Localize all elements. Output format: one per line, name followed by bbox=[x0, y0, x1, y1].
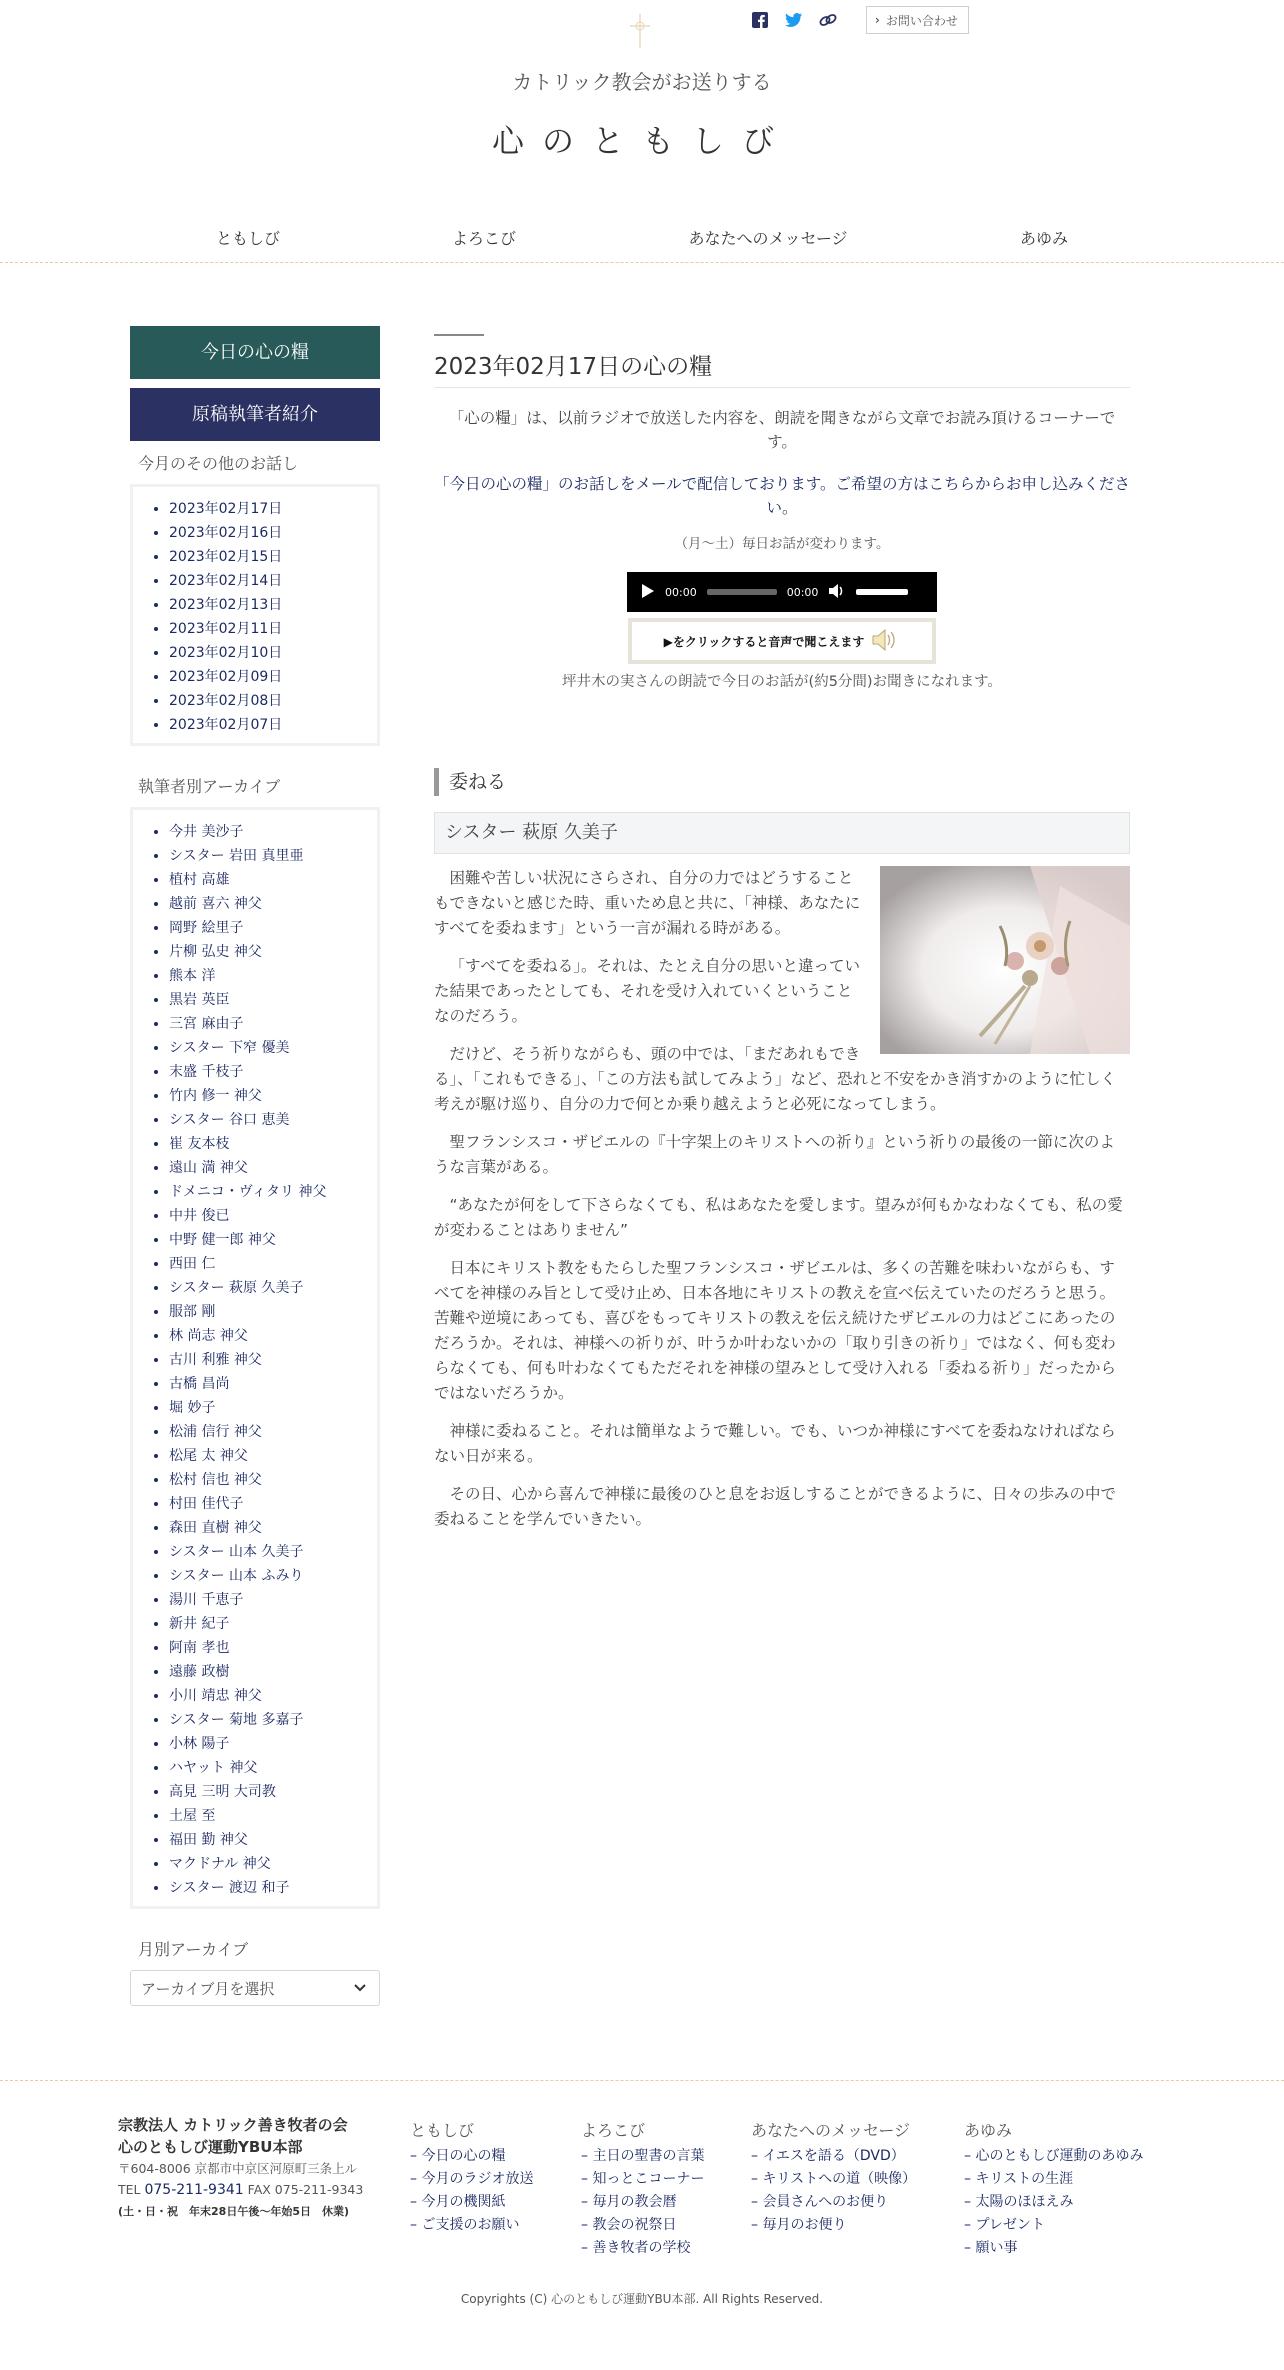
author-list-item-link[interactable]: 中野 健一郎 神父 bbox=[169, 1232, 276, 1248]
author-list-item-link[interactable]: 熊本 洋 bbox=[169, 968, 216, 984]
author-list-item-link[interactable]: 古橋 昌尚 bbox=[169, 1376, 230, 1392]
play-icon[interactable] bbox=[641, 583, 655, 602]
date-list-item[interactable] bbox=[169, 713, 377, 737]
date-list-item[interactable] bbox=[169, 497, 377, 521]
author-list-item[interactable] bbox=[169, 1180, 377, 1204]
date-list-item[interactable] bbox=[169, 521, 377, 545]
body-paragraph: 神様に委ねること。それは簡単なようで難しい。でも、いつか神様にすべてを委ねなければならない日が来る。 bbox=[434, 1422, 1116, 1465]
author-list-item[interactable] bbox=[169, 1060, 377, 1084]
author-list-item-link[interactable]: 小川 靖忠 神父 bbox=[169, 1688, 262, 1704]
author-list-item-link[interactable]: 阿南 孝也 bbox=[169, 1640, 230, 1656]
footer-col-ayumi bbox=[964, 2118, 1143, 2260]
main-content bbox=[434, 326, 1130, 1545]
footer-link[interactable]: – 今月の機関紙 bbox=[410, 2194, 506, 2210]
footer-link[interactable]: – 太陽のほほえみ bbox=[964, 2194, 1074, 2210]
author-list-item[interactable] bbox=[169, 1348, 377, 1372]
footer-link[interactable]: – 毎月のお便り bbox=[751, 2217, 847, 2233]
author-list-item[interactable] bbox=[169, 1660, 377, 1684]
org-name-line2: 心のともしび運動YBU本部 bbox=[118, 2138, 303, 2156]
author-list-item[interactable] bbox=[169, 1012, 377, 1036]
sidebar bbox=[130, 326, 380, 2006]
holiday-note: (土・日・祝 年末28日午後〜年始5日 休業) bbox=[118, 2205, 350, 2218]
author-list-item-link[interactable]: マクドナル 神父 bbox=[169, 1856, 271, 1872]
header-utility-bar bbox=[750, 6, 969, 34]
writers-intro-button[interactable]: 原稿執筆者紹介 bbox=[130, 388, 380, 441]
contact-button[interactable] bbox=[866, 6, 969, 34]
author-list-item-link[interactable]: 堀 妙子 bbox=[169, 1400, 216, 1416]
date-list-item-link[interactable]: 2023年02月09日 bbox=[169, 669, 283, 685]
footer-link[interactable]: – 今日の心の糧 bbox=[410, 2148, 506, 2164]
author-list-item-link[interactable]: 片柳 弘史 神父 bbox=[169, 944, 262, 960]
footer-col-heading: あなたへのメッセージ bbox=[751, 2121, 911, 2140]
author-list-item-link[interactable]: 林 尚志 神父 bbox=[169, 1328, 248, 1344]
author-list-item-link[interactable]: 土屋 至 bbox=[169, 1808, 216, 1824]
author-list-item[interactable] bbox=[169, 1828, 377, 1852]
other-stories-heading: 今月のその他のお話し bbox=[138, 454, 299, 473]
reader-note: 坪井木の実さんの朗読で今日のお話が(約5分間)お聞きになれます。 bbox=[562, 674, 1002, 690]
date-list-box bbox=[130, 484, 380, 746]
date-list-item[interactable] bbox=[169, 689, 377, 713]
speaker-icon bbox=[870, 628, 900, 655]
author-list-item[interactable] bbox=[169, 1276, 377, 1300]
listen-audio-button[interactable] bbox=[628, 618, 936, 664]
contact-label: お問い合わせ bbox=[885, 13, 958, 28]
author-list-item-link[interactable]: 森田 直樹 神父 bbox=[169, 1520, 262, 1536]
date-list-item-link[interactable]: 2023年02月14日 bbox=[169, 573, 283, 589]
author-list-item-link[interactable]: 黒岩 英臣 bbox=[169, 992, 230, 1008]
footer-link[interactable]: – イエスを語る（DVD） bbox=[751, 2148, 905, 2164]
date-list-item-link[interactable]: 2023年02月10日 bbox=[169, 645, 283, 661]
date-list-item-link[interactable]: 2023年02月11日 bbox=[169, 621, 283, 637]
site-subtitle: カトリック教会がお送りする bbox=[512, 70, 772, 94]
volume-slider[interactable] bbox=[856, 589, 908, 595]
author-list-item[interactable] bbox=[169, 1420, 377, 1444]
copyright: Copyrights (C) 心のともしび運動YBU本部. All Rights Reserved. bbox=[460, 2292, 824, 2306]
author-list-item[interactable] bbox=[169, 1780, 377, 1804]
org-name-line1: 宗教法人 カトリック善き牧者の会 bbox=[118, 2116, 348, 2134]
author-list-item-link[interactable]: 遠藤 政樹 bbox=[169, 1664, 230, 1680]
author-list-item[interactable] bbox=[169, 964, 377, 988]
footer-link[interactable]: – プレゼント bbox=[964, 2217, 1045, 2233]
author-list-item[interactable] bbox=[169, 1876, 377, 1900]
author-list-item[interactable] bbox=[169, 940, 377, 964]
author-list-item-link[interactable]: ハヤット 神父 bbox=[169, 1760, 258, 1776]
authors-archive-heading: 執筆者別アーカイブ bbox=[138, 777, 281, 796]
footer-col-heading: よろこび bbox=[581, 2121, 646, 2140]
footer-col-yorokobi bbox=[581, 2118, 704, 2260]
author-list-item[interactable] bbox=[169, 1156, 377, 1180]
fax-number: FAX 075-211-9343 bbox=[247, 2182, 364, 2197]
author-list-item[interactable] bbox=[169, 844, 377, 868]
body-paragraph: 「すべてを委ねる」。それは、たとえ自分の思いと違っていた結果であったとしても、それを受け入れていくということなのだろう。 bbox=[434, 957, 860, 1025]
author-list-box bbox=[130, 807, 380, 1909]
author-list-item-link[interactable]: 服部 剛 bbox=[169, 1304, 216, 1320]
author-list-item[interactable] bbox=[169, 1252, 377, 1276]
nav-item-tomoshibi[interactable]: ともしび bbox=[215, 229, 281, 248]
footer-link[interactable]: – 願い事 bbox=[964, 2240, 1018, 2256]
body-paragraph: 聖フランシスコ・ザビエルの『十字架上のキリストへの祈り』という祈りの最後の一節に次のような言葉がある。 bbox=[434, 1133, 1115, 1176]
date-list bbox=[133, 497, 377, 737]
author-list-item-link[interactable]: 湯川 千恵子 bbox=[169, 1592, 244, 1608]
site-title[interactable]: 心のともしび bbox=[491, 122, 792, 160]
title-accent-line bbox=[434, 334, 484, 336]
chevron-right-icon: › bbox=[875, 13, 880, 27]
nav-item-yorokobi[interactable]: よろこび bbox=[451, 229, 517, 248]
footer-link[interactable]: – 教会の祝祭日 bbox=[581, 2217, 677, 2233]
author-list-item[interactable] bbox=[169, 1324, 377, 1348]
author-list-item-link[interactable]: 越前 喜六 神父 bbox=[169, 896, 262, 912]
date-list-item-link[interactable]: 2023年02月13日 bbox=[169, 597, 283, 613]
footer-col-heading: ともしび bbox=[410, 2121, 475, 2140]
author-list-item-link[interactable]: 小林 陽子 bbox=[169, 1736, 230, 1752]
author-list-item[interactable] bbox=[169, 1684, 377, 1708]
facebook-icon[interactable] bbox=[750, 10, 770, 30]
author-list-item[interactable] bbox=[169, 1804, 377, 1828]
date-list-item[interactable] bbox=[169, 641, 377, 665]
date-list-item[interactable] bbox=[169, 665, 377, 689]
author-list-item-link[interactable]: 竹内 修一 神父 bbox=[169, 1088, 262, 1104]
author-list-item-link[interactable]: 三宮 麻由子 bbox=[169, 1016, 244, 1032]
section-heading: 委ねる bbox=[434, 768, 1130, 796]
author-list-item[interactable] bbox=[169, 1564, 377, 1588]
author-list-item[interactable] bbox=[169, 1852, 377, 1876]
author-list-item-link[interactable]: シスター 渡辺 和子 bbox=[169, 1880, 290, 1896]
monthly-archive-heading: 月別アーカイブ bbox=[138, 1940, 249, 1959]
footer-link[interactable]: – ご支援のお願い bbox=[410, 2217, 520, 2233]
date-list-item-link[interactable]: 2023年02月07日 bbox=[169, 717, 283, 733]
body-paragraph: だけど、そう祈りながらも、頭の中では、「まだあれもできる」、「これもできる」、「この方法も試してみよう」など、恐れと不安をかき消すかのように忙しく考えが駆け巡り、自分の力で何とか乗り越えようと必死になってしまう。 bbox=[434, 1045, 1117, 1113]
date-list-item-link[interactable]: 2023年02月16日 bbox=[169, 525, 283, 541]
author-list-item-link[interactable]: 遠山 満 神父 bbox=[169, 1160, 248, 1176]
footer-link[interactable]: – キリストの生涯 bbox=[964, 2171, 1074, 2187]
link-icon[interactable] bbox=[818, 10, 838, 30]
author-list-item[interactable] bbox=[169, 1300, 377, 1324]
date-list-item[interactable] bbox=[169, 545, 377, 569]
author-list bbox=[133, 820, 377, 1900]
org-address: 〒604-8006 京都市中京区河原町三条上ル bbox=[118, 2161, 358, 2176]
footer-divider bbox=[0, 2080, 1284, 2081]
chevron-down-icon bbox=[353, 1979, 367, 1997]
cross-decoration-icon bbox=[628, 12, 652, 50]
footer-link[interactable]: – 主日の聖書の言葉 bbox=[581, 2148, 705, 2164]
date-list-item-link[interactable]: 2023年02月15日 bbox=[169, 549, 283, 565]
listen-button-label: ▶をクリックすると音声で聞こえます bbox=[663, 634, 865, 649]
tel-label: TEL bbox=[118, 2182, 141, 2197]
footer-link[interactable]: – 知っとこコーナー bbox=[581, 2171, 705, 2187]
author-list-item-link[interactable]: 松尾 太 神父 bbox=[169, 1448, 248, 1464]
month-archive-select[interactable] bbox=[130, 1970, 380, 2006]
author-list-item[interactable] bbox=[169, 1516, 377, 1540]
date-list-item[interactable] bbox=[169, 593, 377, 617]
author-list-item[interactable] bbox=[169, 892, 377, 916]
article-body bbox=[434, 866, 1130, 1532]
author-list-item-link[interactable]: 松浦 信行 神父 bbox=[169, 1424, 262, 1440]
author-list-item[interactable] bbox=[169, 1756, 377, 1780]
nav-item-message[interactable]: あなたへのメッセージ bbox=[688, 229, 848, 248]
author-list-item[interactable] bbox=[169, 1732, 377, 1756]
author-list-item[interactable] bbox=[169, 916, 377, 940]
author-list-item-link[interactable]: 松村 信也 神父 bbox=[169, 1472, 262, 1488]
author-list-item-link[interactable]: 高見 三明 大司教 bbox=[169, 1784, 276, 1800]
month-select-placeholder: アーカイブ月を選択 bbox=[141, 1979, 275, 1998]
footer-link[interactable]: – 善き牧者の学校 bbox=[581, 2240, 691, 2256]
author-list-item[interactable] bbox=[169, 1492, 377, 1516]
footer-link[interactable]: – 毎月の教会暦 bbox=[581, 2194, 677, 2210]
body-paragraph: その日、心から喜んで神様に最後のひと息をお返しすることができるように、日々の歩みの中で委ねることを学んでいきたい。 bbox=[434, 1485, 1117, 1528]
author-list-item-link[interactable]: 古川 利雅 神父 bbox=[169, 1352, 262, 1368]
tel-link[interactable]: 075-211-9341 bbox=[144, 2182, 244, 2198]
nav-item-ayumi[interactable]: あゆみ bbox=[1019, 229, 1069, 248]
author-list-item[interactable] bbox=[169, 1612, 377, 1636]
today-kokoro-button[interactable]: 今日の心の糧 bbox=[130, 326, 380, 379]
bouquet-photo bbox=[880, 866, 1130, 1054]
author-list-item-link[interactable]: 西田 仁 bbox=[169, 1256, 216, 1272]
author-list-item-link[interactable]: シスター 岩田 真里亜 bbox=[169, 848, 304, 864]
volume-icon[interactable] bbox=[828, 583, 846, 602]
date-list-item-link[interactable]: 2023年02月08日 bbox=[169, 693, 283, 709]
footer-col-message bbox=[751, 2118, 916, 2237]
author-list-item-link[interactable]: シスター 谷口 恵美 bbox=[169, 1112, 290, 1128]
author-list-item-link[interactable]: シスター 萩原 久美子 bbox=[169, 1280, 304, 1296]
author-list-item-link[interactable]: 福田 勤 神父 bbox=[169, 1832, 248, 1848]
author-list-item[interactable] bbox=[169, 1588, 377, 1612]
date-list-item[interactable] bbox=[169, 617, 377, 641]
author-list-item[interactable] bbox=[169, 1708, 377, 1732]
author-list-item[interactable] bbox=[169, 1468, 377, 1492]
author-list-item[interactable] bbox=[169, 1108, 377, 1132]
body-paragraph: “あなたが何をして下さらなくても、私はあなたを愛します。望みが何もかなわなくても、私の愛が変わることはありません” bbox=[434, 1196, 1123, 1239]
author-list-item[interactable] bbox=[169, 1204, 377, 1228]
footer-col-tomoshibi bbox=[410, 2118, 533, 2237]
mail-subscribe-link[interactable]: 「今日の心の糧」のお話しをメールで配信しております。ご希望の方はこちらからお申し込みください。 bbox=[434, 475, 1130, 517]
author-list-item-link[interactable]: 中井 俊已 bbox=[169, 1208, 230, 1224]
duration-time: 00:00 bbox=[786, 585, 819, 599]
author-list-item-link[interactable]: 新井 紀子 bbox=[169, 1616, 230, 1632]
footer-col-heading: あゆみ bbox=[964, 2121, 1013, 2140]
date-list-item[interactable] bbox=[169, 569, 377, 593]
footer-organization bbox=[118, 2114, 380, 2222]
author-list-item[interactable] bbox=[169, 1228, 377, 1252]
intro-text: 「心の糧」は、以前ラジオで放送した内容を、朗読を聞きながら文章でお読み頂けるコーナーです。 bbox=[448, 409, 1116, 451]
author-list-item-link[interactable]: 崔 友本枝 bbox=[169, 1136, 230, 1152]
author-list-item-link[interactable]: 植村 高雄 bbox=[169, 872, 230, 888]
author-list-item-link[interactable]: シスター 下窄 優美 bbox=[169, 1040, 290, 1056]
author-list-item-link[interactable]: シスター 山本 久美子 bbox=[169, 1544, 304, 1560]
author-list-item[interactable] bbox=[169, 988, 377, 1012]
author-list-item[interactable] bbox=[169, 820, 377, 844]
footer-link[interactable]: – キリストへの道（映像） bbox=[751, 2171, 917, 2187]
audio-player bbox=[627, 572, 937, 612]
author-list-item[interactable] bbox=[169, 1084, 377, 1108]
body-paragraph: 日本にキリスト教をもたらした聖フランシスコ・ザビエルは、多くの苦難を味わいながらも、すべてを神様のみ旨として受け止め、日本各地にキリストの教えを宣べ伝えていたのだろうと思う。苦難や逆境にあっても、喜びをもってキリストの教えを伝え続けたザビエルの力はどこにあったのだろうか。それは、神様への祈りが、叶うか叶わないかの「取り引きの祈り」ではなく、何も変わらなくても、何も叶わなくてもただそれを神様の望みとして受け入れる「委ねる祈り」だったからではないだろうか。 bbox=[434, 1259, 1117, 1402]
date-list-item-link[interactable]: 2023年02月17日 bbox=[169, 501, 283, 517]
author-list-item-link[interactable]: ドメニコ・ヴィタリ 神父 bbox=[169, 1184, 327, 1200]
author-list-item[interactable] bbox=[169, 1036, 377, 1060]
author-list-item[interactable] bbox=[169, 1636, 377, 1660]
author-list-item[interactable] bbox=[169, 1396, 377, 1420]
author-list-item[interactable] bbox=[169, 1540, 377, 1564]
author-list-item-link[interactable]: 末盛 千枝子 bbox=[169, 1064, 244, 1080]
author-list-item[interactable] bbox=[169, 1372, 377, 1396]
nav-divider bbox=[0, 262, 1284, 263]
author-list-item[interactable] bbox=[169, 868, 377, 892]
global-nav bbox=[0, 226, 1284, 262]
twitter-icon[interactable] bbox=[784, 10, 804, 30]
author-list-item-link[interactable]: 今井 美沙子 bbox=[169, 824, 244, 840]
audio-progress-bar[interactable] bbox=[707, 589, 777, 595]
author-list-item[interactable] bbox=[169, 1444, 377, 1468]
author-list-item-link[interactable]: 村田 佳代子 bbox=[169, 1496, 244, 1512]
author-name: シスター 萩原 久美子 bbox=[434, 812, 1130, 854]
footer-link[interactable]: – 心のともしび運動のあゆみ bbox=[964, 2148, 1144, 2164]
body-paragraph: 困難や苦しい状況にさらされ、自分の力ではどうすることもできないと感じた時、重いため息と共に、「神様、あなたにすべてを委ねます」という一言が漏れる時がある。 bbox=[434, 869, 861, 937]
author-list-item-link[interactable]: シスター 菊地 多嘉子 bbox=[169, 1712, 304, 1728]
author-list-item-link[interactable]: シスター 山本 ふみり bbox=[169, 1568, 304, 1584]
footer-link[interactable]: – 会員さんへのお便り bbox=[751, 2194, 889, 2210]
author-list-item[interactable] bbox=[169, 1132, 377, 1156]
footer-link[interactable]: – 今月のラジオ放送 bbox=[410, 2171, 534, 2187]
page-title: 2023年02月17日の心の糧 bbox=[434, 348, 1130, 388]
author-list-item-link[interactable]: 岡野 絵里子 bbox=[169, 920, 244, 936]
current-time: 00:00 bbox=[665, 585, 697, 599]
weekly-note: （月～土）毎日お話が変わります。 bbox=[674, 536, 890, 552]
